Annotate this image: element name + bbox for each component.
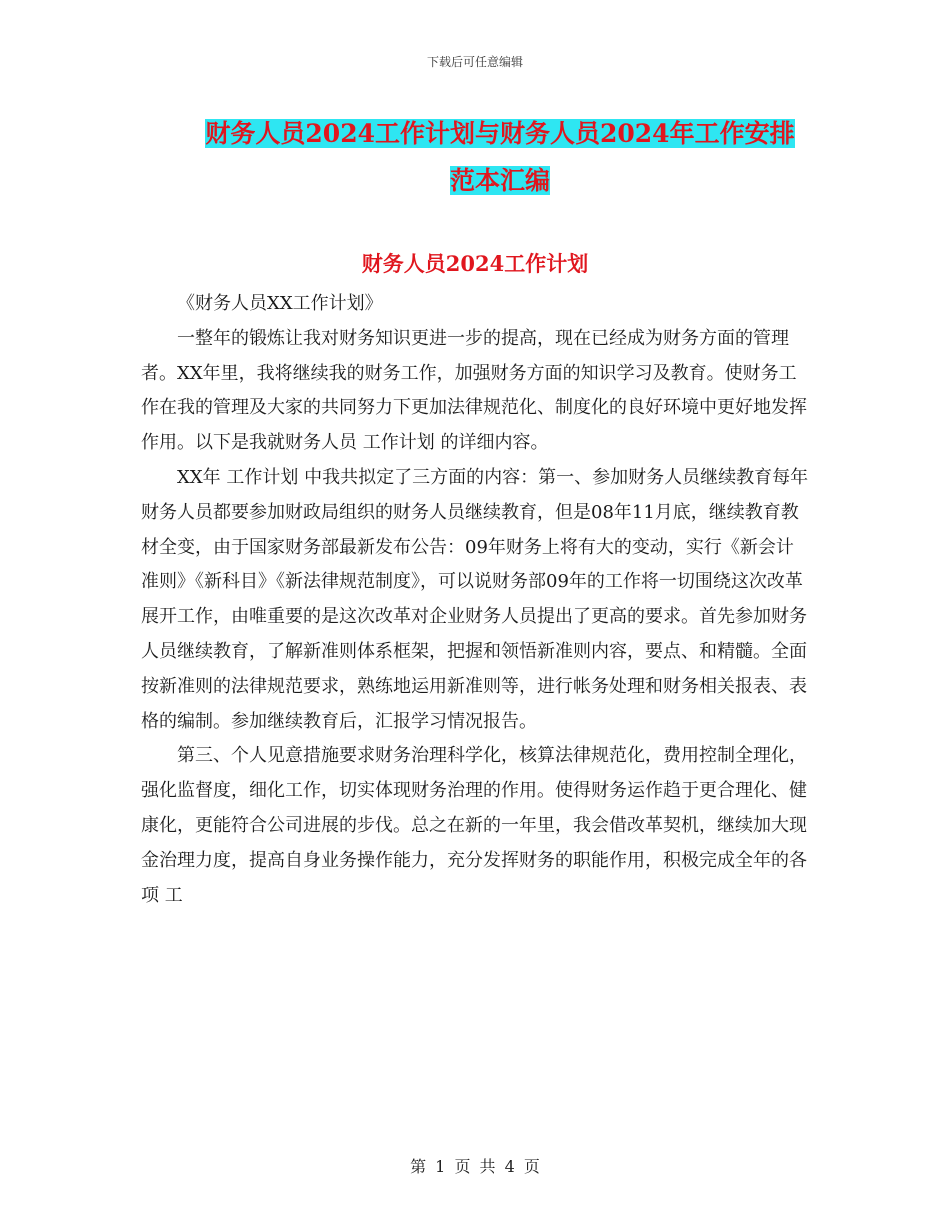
document-body <box>141 287 811 913</box>
paragraph: XX年 工作计划 中我共拟定了三方面的内容：第一、参加财务人员继续教育每年财务人员都要参加财政局组织的财务人员继续教育，但是08年11月底，继续教育教材全变，由于国家财务部最新发布公告：09年财务上将有大的变动，实行《新会计准则》《新科目》《新法律规范制度》，可以说财务部09年的工作将一切围绕这次改革展开工作，由唯重要的是这次改革对企业财务人员提出了更高的要求。首先参加财务人员继续教育，了解新准则体系框架，把握和领悟新准则内容，要点、和精髓。全面按新准则的法律规范要求，熟练地运用新准则等，进行帐务处理和财务相关报表、表格的编制。参加继续教育后，汇报学习情况报告。 <box>141 466 809 732</box>
paragraph: 第三、个人见意措施要求财务治理科学化，核算法律规范化，费用控制全理化，强化监督度，细化工作，切实体现财务治理的作用。使得财务运作趋于更合理化、健康化，更能符合公司进展的步伐。总之在新的一年里，我会借改革契机，继续加大现金治理力度，提高自身业务操作能力，充分发挥财务的职能作用，积极完成全年的各项 工 <box>141 745 807 906</box>
document-title-line-2: 范本汇编 <box>449 166 550 195</box>
page-number-footer: 第 1 页 共 4 页 <box>410 1157 540 1176</box>
section-title: 财务人员2024工作计划 <box>361 251 589 276</box>
paragraph: 一整年的锻炼让我对财务知识更进一步的提高，现在已经成为财务方面的管理者。XX年里，我将继续我的财务工作，加强财务方面的知识学习及教育。使财务工作在我的管理及大家的共同努力下更加法律规范化、制度化的良好环境中更好地发挥作用。以下是我就财务人员 工作计划 的详细内容。 <box>141 327 807 454</box>
document-title <box>150 110 850 204</box>
paragraph-heading: 《财务人员XX工作计划》 <box>177 293 383 314</box>
document-title-line-1: 财务人员2024工作计划与财务人员2024年工作安排 <box>205 119 795 148</box>
header-note: 下载后可任意编辑 <box>426 55 523 69</box>
